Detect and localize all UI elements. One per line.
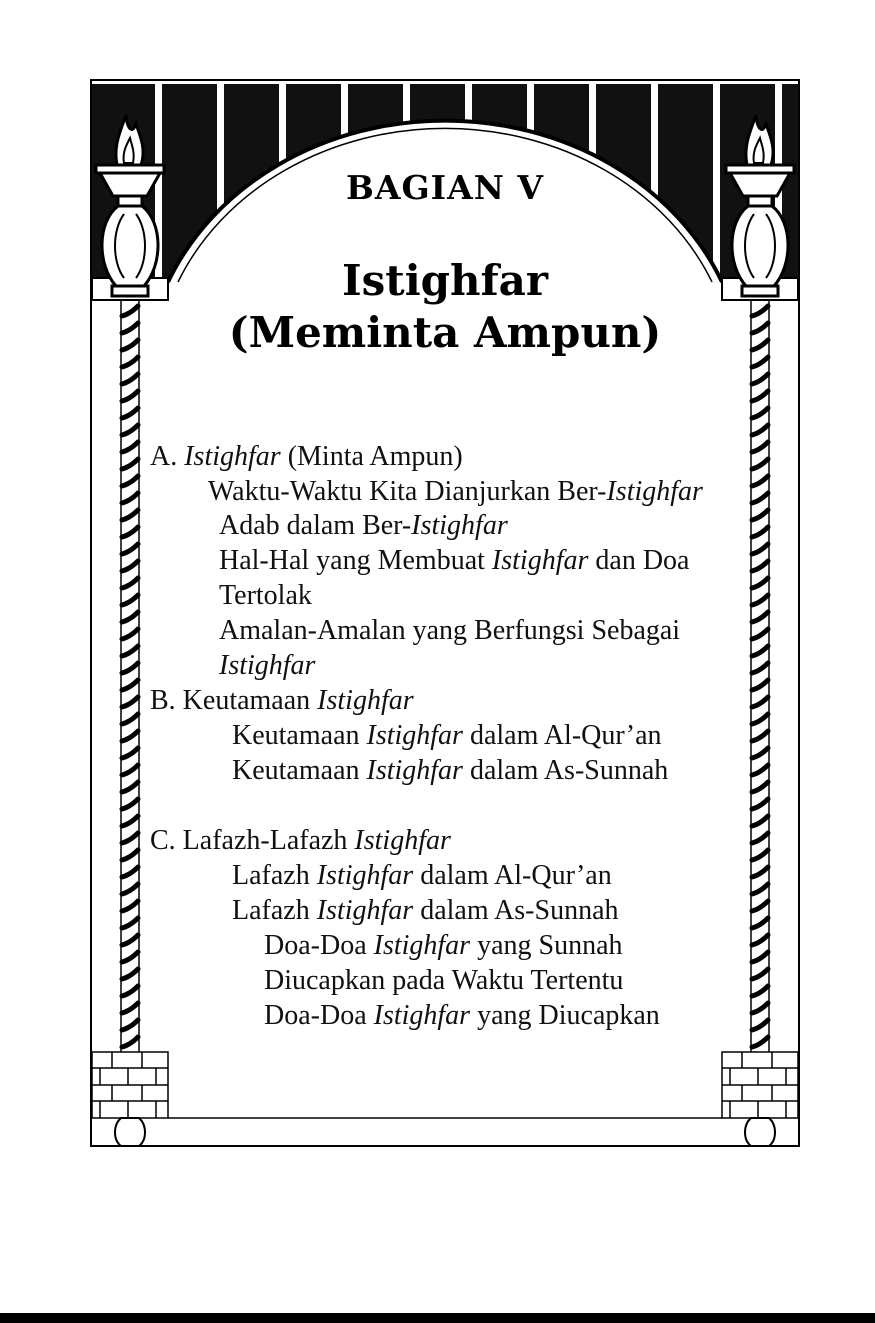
rope-twist (122, 833, 138, 843)
rope-twist (122, 391, 138, 401)
rope-twist (122, 544, 138, 554)
rope-twist (752, 663, 768, 673)
rope-twist (752, 646, 768, 656)
rope-twist (752, 408, 768, 418)
toc-subitem: Keutamaan Istighfar dalam Al-Qur’an (232, 720, 662, 751)
toc-item-c: C. Lafazh-Lafazh Istighfar (150, 825, 451, 856)
rope-twist (122, 663, 138, 673)
rope-twist (122, 357, 138, 367)
rope-twist (122, 986, 138, 996)
rope-twist (752, 306, 768, 316)
rope-twist (122, 680, 138, 690)
rope-twist (122, 408, 138, 418)
rope-twist (122, 425, 138, 435)
rope-twist (122, 527, 138, 537)
rope-twist (752, 340, 768, 350)
rope-twist (752, 799, 768, 809)
rope-twist (122, 782, 138, 792)
toc-subitem: Amalan-Amalan yang Berfungsi Sebagai (219, 615, 681, 646)
rope-twist (752, 493, 768, 503)
rope-twist (752, 952, 768, 962)
rope-twist (752, 884, 768, 894)
rope-twist (122, 1003, 138, 1013)
rope-twist (752, 323, 768, 333)
toc-subitem-continued: Tertolak (219, 580, 312, 611)
rope-twist (122, 306, 138, 316)
rope-twist (752, 425, 768, 435)
rope-twist (752, 442, 768, 452)
rope-twist (122, 765, 138, 775)
rope-twist (122, 1020, 138, 1030)
rope-twist (122, 612, 138, 622)
rope-twist (752, 782, 768, 792)
rope-twist (122, 374, 138, 384)
rope-twist (752, 459, 768, 469)
rope-twist (752, 969, 768, 979)
right-brick-base (722, 1052, 798, 1118)
rope-twist (752, 714, 768, 724)
toc-subitem: Lafazh Istighfar dalam Al-Qur’an (232, 860, 612, 891)
rope-twist (752, 867, 768, 877)
rope-twist (122, 646, 138, 656)
toc-subsubitem: Doa-Doa Istighfar yang Diucapkan (264, 1000, 660, 1031)
rope-twist (752, 918, 768, 928)
rope-twist (752, 578, 768, 588)
toc-subsubitem: Doa-Doa Istighfar yang Sunnah (264, 930, 623, 961)
toc-subitem: Keutamaan Istighfar dalam As-Sunnah (232, 755, 669, 786)
rope-twist (752, 833, 768, 843)
rope-twist (752, 1020, 768, 1030)
rope-twist (122, 1037, 138, 1047)
rope-twist (752, 697, 768, 707)
scan-edge-bar (0, 1313, 875, 1323)
rope-twist (122, 799, 138, 809)
toc-subitem: Waktu-Waktu Kita Dianjurkan Ber-Istighfar (208, 476, 703, 507)
rope-twist (752, 1037, 768, 1047)
rope-twist (122, 476, 138, 486)
rope-twist (752, 391, 768, 401)
rope-twist (752, 476, 768, 486)
rope-twist (122, 867, 138, 877)
right-rope-column (751, 300, 769, 1115)
toc-subsubitem-continued: Diucapkan pada Waktu Tertentu (264, 965, 624, 996)
rope-twist (122, 969, 138, 979)
rope-twist (752, 850, 768, 860)
rope-twist (752, 374, 768, 384)
chapter-title (165, 255, 725, 359)
rope-twist (122, 714, 138, 724)
toc-subitem-continued: Istighfar (219, 650, 316, 681)
rope-twist (122, 697, 138, 707)
rope-twist (122, 918, 138, 928)
toc-subitem: Lafazh Istighfar dalam As-Sunnah (232, 895, 619, 926)
rope-twist (752, 935, 768, 945)
rope-twist (122, 935, 138, 945)
rope-twist (122, 561, 138, 571)
toc-item-b: B. Keutamaan Istighfar (150, 685, 414, 716)
rope-twist (122, 459, 138, 469)
chapter-title-line1: Istighfar (342, 256, 548, 305)
rope-twist (122, 901, 138, 911)
toc-item-a: A. Istighfar (Minta Ampun) (150, 441, 463, 472)
left-rope-column (121, 300, 139, 1115)
rope-twist (752, 561, 768, 571)
left-column-foot (115, 1118, 145, 1146)
rope-twist (752, 748, 768, 758)
rope-twist (752, 901, 768, 911)
rope-twist (122, 442, 138, 452)
rope-twist (122, 493, 138, 503)
rope-twist (122, 578, 138, 588)
rope-twist (122, 884, 138, 894)
rope-twist (752, 680, 768, 690)
rope-twist (122, 748, 138, 758)
part-label: BAGIAN V (346, 168, 544, 207)
toc-subitem: Adab dalam Ber-Istighfar (219, 510, 508, 541)
rope-twist (752, 1003, 768, 1013)
rope-twist (752, 510, 768, 520)
rope-twist (752, 765, 768, 775)
rope-twist (752, 731, 768, 741)
rope-twist (752, 595, 768, 605)
right-column-foot (745, 1118, 775, 1146)
rope-twist (752, 986, 768, 996)
rope-twist (122, 952, 138, 962)
toc-subitem: Hal-Hal yang Membuat Istighfar dan Doa (219, 545, 690, 576)
rope-twist (752, 544, 768, 554)
rope-twist (122, 340, 138, 350)
rope-twist (122, 731, 138, 741)
rope-twist (122, 629, 138, 639)
rope-twist (752, 357, 768, 367)
rope-twist (122, 323, 138, 333)
rope-twist (752, 527, 768, 537)
rope-twist (122, 595, 138, 605)
rope-twist (122, 816, 138, 826)
rope-twist (122, 510, 138, 520)
left-brick-base (92, 1052, 168, 1118)
rope-twist (752, 816, 768, 826)
rope-twist (122, 850, 138, 860)
rope-twist (752, 629, 768, 639)
rope-twist (752, 612, 768, 622)
chapter-title-line2: (Meminta Ampun) (228, 308, 662, 357)
